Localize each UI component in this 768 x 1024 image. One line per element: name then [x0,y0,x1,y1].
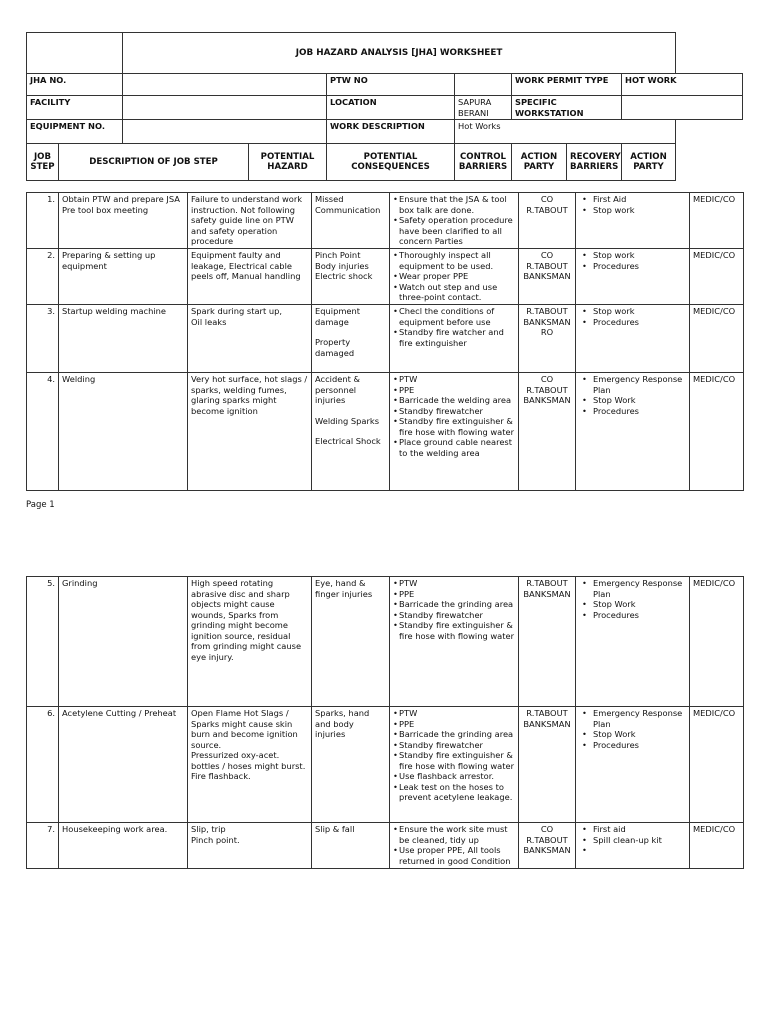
action-party-line: R.TABOUT [526,204,568,215]
control-barriers-cell [390,707,519,823]
control-item: • PPE [393,385,515,396]
control-list [393,250,515,303]
recovery-item: • Procedures [579,261,686,272]
hazard-line: Fire flashback. [191,771,251,781]
facility-value [123,96,327,120]
control-item: • Standby fire extinguisher & fire hose with flowing water [393,416,515,437]
hazard-cell [188,193,312,249]
recovery-item: • Stop work [579,205,686,216]
recovery-list [579,374,686,416]
col-action-party-2: ACTION PARTY [622,144,676,181]
hazard-line: Pinch point. [191,834,240,845]
col-hazard: POTENTIAL HAZARD [249,144,327,181]
action-party-line: R.TABOUT [526,578,568,588]
table-row [27,305,744,373]
specific-workstation-value [622,96,743,120]
col-control: CONTROL BARRIERS [455,144,512,181]
control-item: • Barricade the welding area [393,395,515,406]
action-party-cell [519,249,576,305]
recovery-barriers-cell [576,249,690,305]
control-item: • Ensure that the JSA & tool box talk are done. [393,194,515,215]
action-party-2-cell: MEDIC/CO [690,823,744,869]
location-label: LOCATION [327,96,455,120]
consequence-line: Property damaged [315,337,355,358]
work-permit-type-value: HOT WORK [622,74,743,96]
recovery-item: • Procedures [579,610,686,621]
control-barriers-cell [390,577,519,707]
action-party-2-cell: MEDIC/CO [690,305,744,373]
control-barriers-cell [390,249,519,305]
step-description-cell: Grinding [59,577,188,707]
action-party-line: R.TABOUT [526,384,568,395]
page-label: Page 1 [26,500,55,510]
control-barriers-cell [390,193,519,249]
hazard-line: Slip, trip [191,824,226,834]
control-item: • PTW [393,578,515,589]
recovery-item: • Stop work [579,306,686,317]
action-party-line: RO [540,327,554,337]
control-item: • Standby fire watcher and fire extinguisher [393,327,515,348]
recovery-barriers-cell [576,193,690,249]
control-list [393,306,515,348]
action-party-line: BANKSMAN [523,588,571,599]
control-barriers-cell [390,305,519,373]
recovery-barriers-cell [576,373,690,491]
control-item: • Standby fire extinguisher & fire hose with flowing water [393,750,515,771]
col-description: DESCRIPTION OF JOB STEP [59,144,249,181]
col-consequences: POTENTIAL CONSEQUENCES [327,144,455,181]
recovery-list [579,708,686,750]
step-number-cell: 5. [27,577,59,707]
consequence-line: Missed Communication [315,194,381,215]
recovery-list [579,578,686,620]
control-item: • PPE [393,719,515,730]
consequences-cell [312,577,390,707]
control-item: • Use proper PPE, All tools returned in good Condition [393,845,515,866]
hazard-line: Spark during start up, [191,306,282,316]
col-job-step: JOB STEP [27,144,59,181]
control-item: • PPE [393,589,515,600]
consequences-cell [312,707,390,823]
equipment-no-value [123,120,327,144]
recovery-list [579,250,686,271]
control-list [393,194,515,247]
control-item: • Standby firewatcher [393,610,515,621]
consequence-line: Electric shock [315,271,373,281]
recovery-item: • First Aid [579,194,686,205]
action-party-line: R.TABOUT [526,708,568,718]
facility-label: FACILITY [27,96,123,120]
work-description-value: Hot Works [455,120,676,144]
hazard-line: High speed rotating abrasive disc and sharp objects might cause wounds, Sparks from grinding might become ignition source, residual from grinding might cause eye injury. [191,578,302,662]
table-row [27,249,744,305]
step-description-cell: Acetylene Cutting / Preheat [59,707,188,823]
action-party-line: BANKSMAN [523,845,571,855]
table-row [27,193,744,249]
control-barriers-cell [390,823,519,869]
ptw-no-label: PTW NO [327,74,455,96]
consequence-line: Sparks, hand and body injuries [315,708,370,739]
action-party-cell [519,193,576,249]
action-party-cell [519,823,576,869]
control-item: • Barricade the grinding area [393,729,515,740]
hazard-cell [188,373,312,491]
action-party-2-cell: MEDIC/CO [690,249,744,305]
action-party-line: BANKSMAN [523,316,571,327]
recovery-item: • Procedures [579,317,686,328]
action-party-line: R.TABOUT [526,834,568,845]
action-party-line: BANKSMAN [523,395,571,405]
col-action-party: ACTION PARTY [512,144,567,181]
action-party-line: R.TABOUT [526,306,568,316]
control-item: • Standby firewatcher [393,406,515,417]
control-barriers-cell [390,373,519,491]
action-party-cell [519,373,576,491]
step-number-cell: 6. [27,707,59,823]
control-item: • PTW [393,374,515,385]
hazard-line: Oil leaks [191,316,227,327]
equipment-no-label: EQUIPMENT NO. [27,120,123,144]
consequence-line: Eye, hand & finger injuries [315,578,373,599]
step-number-cell: 7. [27,823,59,869]
control-item: • Barricade the grinding area [393,599,515,610]
recovery-item: • Emergency Response Plan [579,374,686,395]
recovery-item: • First aid [579,824,686,835]
specific-workstation-label: SPECIFIC WORKSTATION [512,96,622,120]
recovery-item: • Procedures [579,740,686,751]
consequence-line: Pinch Point [315,250,361,260]
step-number-cell: 3. [27,305,59,373]
jha-no-value [123,74,327,96]
control-item: • Thoroughly inspect all equipment to be used. [393,250,515,271]
control-list [393,374,515,458]
consequence-line: Welding Sparks [315,415,380,426]
recovery-barriers-cell [576,305,690,373]
action-party-cell [519,707,576,823]
recovery-barriers-cell [576,707,690,823]
control-item: • Ensure the work site must be cleaned, tidy up [393,824,515,845]
action-party-line: BANKSMAN [523,718,571,729]
control-item: • Use flashback arrestor. [393,771,515,782]
action-party-cell [519,577,576,707]
table-row [27,373,744,491]
step-number-cell: 4. [27,373,59,491]
step-description-cell: Preparing & setting up equipment [59,249,188,305]
action-party-line: CO [540,194,554,204]
step-description-cell: Obtain PTW and prepare JSA Pre tool box meeting [59,193,188,249]
table-row [27,577,744,707]
recovery-item: • Procedures [579,406,686,417]
action-party-2-cell: MEDIC/CO [690,577,744,707]
consequences-cell [312,249,390,305]
control-item: • PTW [393,708,515,719]
hazard-line: Open Flame Hot Slags / Sparks might cause skin burn and become ignition source. [191,708,298,750]
action-party-2-cell: MEDIC/CO [690,707,744,823]
control-list [393,708,515,803]
control-item: • Checl the conditions of equipment before use [393,306,515,327]
step-number-cell: 1. [27,193,59,249]
control-item: • Leak test on the hoses to prevent acetylene leakage. [393,782,515,803]
hazard-cell [188,305,312,373]
col-recovery: RECOVERY BARRIERS [567,144,622,181]
consequence-line: Slip & fall [315,824,355,834]
work-description-label: WORK DESCRIPTION [327,120,455,144]
table-row [27,823,744,869]
control-list [393,578,515,641]
jha-steps-table-1 [26,192,744,491]
consequences-cell [312,823,390,869]
recovery-item: • Spill clean-up kit [579,835,686,846]
step-description-cell: Housekeeping work area. [59,823,188,869]
recovery-list [579,824,686,845]
worksheet-title: JOB HAZARD ANALYSIS [JHA] WORKSHEET [123,33,676,74]
action-party-line: BANKSMAN [523,271,571,281]
action-party-2-cell: MEDIC/CO [690,193,744,249]
action-party-cell [519,305,576,373]
hazard-cell [188,249,312,305]
control-list [393,824,515,866]
hazard-cell [188,707,312,823]
consequences-cell [312,305,390,373]
control-item: • Watch out step and use three-point contact. [393,282,515,303]
hazard-cell [188,577,312,707]
table-row [27,707,744,823]
action-party-line: CO [540,250,554,260]
consequences-cell [312,373,390,491]
recovery-item: • Stop Work [579,729,686,740]
step-number-cell: 2. [27,249,59,305]
consequence-line: Body injuries [315,260,369,271]
recovery-list [579,194,686,215]
recovery-item: • Emergency Response Plan [579,578,686,599]
recovery-item: • Stop Work [579,599,686,610]
jha-header-table [26,32,743,181]
hazard-cell [188,823,312,869]
control-item: • Wear proper PPE [393,271,515,282]
consequence-line: Accident & personnel injuries [315,374,360,405]
action-party-line: CO [540,824,554,834]
work-permit-type-label: WORK PERMIT TYPE [512,74,622,96]
recovery-list [579,306,686,327]
step-description-cell: Startup welding machine [59,305,188,373]
action-party-line: R.TABOUT [526,260,568,271]
consequences-cell [312,193,390,249]
action-party-2-cell: MEDIC/CO [690,373,744,491]
control-item: • Standby fire extinguisher & fire hose with flowing water [393,620,515,641]
step-description-cell: Welding [59,373,188,491]
ptw-no-value [455,74,512,96]
action-party-line: CO [540,374,554,384]
jha-steps-table-2 [26,576,744,869]
control-item: • Standby firewatcher [393,740,515,751]
consequence-line: Electrical Shock [315,436,381,446]
location-value: SAPURA BERANI [455,96,512,120]
hazard-line: Pressurized oxy-acet. bottles / hoses might burst. [191,750,306,771]
hazard-line: Failure to understand work instruction. Not following safety guide line on PTW and safety operation procedure [191,194,303,246]
control-item: • Place ground cable nearest to the welding area [393,437,515,458]
hazard-line: Very hot surface, hot slags / sparks, welding fumes, glaring sparks might become ignition [191,374,308,416]
recovery-barriers-cell [576,577,690,707]
recovery-item: • Stop Work [579,395,686,406]
recovery-barriers-cell [576,823,690,869]
consequence-line: Equipment damage [315,306,361,327]
jha-no-label: JHA NO. [27,74,123,96]
recovery-item: • Emergency Response Plan [579,708,686,729]
hazard-line: Equipment faulty and leakage, Electrical cable peels off, Manual handling [191,250,301,281]
header-blank-cell [27,33,123,74]
control-item: • Safety operation procedure have been clarified to all concern Parties [393,215,515,247]
recovery-item: • Stop work [579,250,686,261]
